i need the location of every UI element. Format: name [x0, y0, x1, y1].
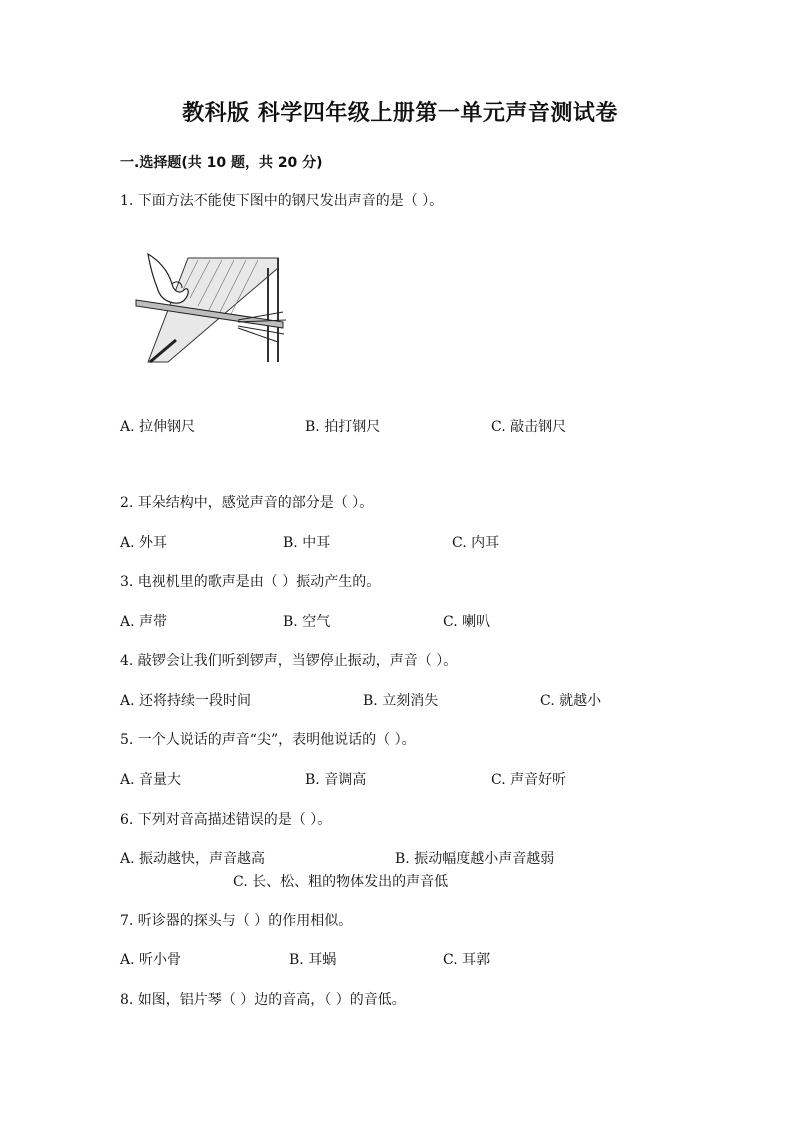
q2-option-c[interactable]: C. 内耳	[452, 535, 500, 551]
q6-option-c[interactable]: C. 长、松、粗的物体发出的声音低	[233, 874, 449, 890]
q1-option-a[interactable]: A. 拉伸钢尺	[120, 419, 196, 435]
question-7: 7. 听诊器的探头与（ ）的作用相似。	[120, 913, 353, 929]
q7-option-c[interactable]: C. 耳郭	[443, 952, 491, 968]
q7-option-a[interactable]: A. 听小骨	[120, 952, 182, 968]
page-title: 教科版 科学四年级上册第一单元声音测试卷	[182, 101, 618, 126]
q3-option-a[interactable]: A. 声带	[120, 614, 168, 630]
q7-option-b[interactable]: B. 耳蜗	[289, 952, 337, 968]
question-1: 1. 下面方法不能使下图中的钢尺发出声音的是（ ）。	[120, 193, 444, 209]
q3-option-c[interactable]: C. 喇叭	[443, 614, 491, 630]
question-4: 4. 敲锣会让我们听到锣声，当锣停止振动，声音（ ）。	[120, 653, 458, 669]
question-6: 6. 下列对音高描述错误的是（ ）。	[120, 812, 332, 828]
q1-option-b[interactable]: B. 拍打钢尺	[305, 419, 381, 435]
question-2: 2. 耳朵结构中，感觉声音的部分是（ ）。	[120, 495, 374, 511]
section-heading: 一.选择题(共 10 题，共 20 分)	[120, 155, 323, 171]
q1-option-c[interactable]: C. 敲击钢尺	[491, 419, 567, 435]
ruler-on-table-figure	[128, 250, 288, 370]
q5-option-b[interactable]: B. 音调高	[305, 772, 367, 788]
q5-option-a[interactable]: A. 音量大	[120, 772, 182, 788]
q5-option-c[interactable]: C. 声音好听	[491, 772, 567, 788]
q3-option-b[interactable]: B. 空气	[283, 614, 331, 630]
q4-option-c[interactable]: C. 就越小	[540, 693, 602, 709]
question-5: 5. 一个人说话的声音“尖”，表明他说话的（ ）。	[120, 732, 416, 748]
q6-option-a[interactable]: A. 振动越快，声音越高	[120, 851, 266, 867]
q6-option-b[interactable]: B. 振动幅度越小声音越弱	[395, 851, 555, 867]
question-8: 8. 如图，铝片琴（ ）边的音高，（ ）的音低。	[120, 992, 406, 1008]
q2-option-b[interactable]: B. 中耳	[283, 535, 331, 551]
question-3: 3. 电视机里的歌声是由（ ）振动产生的。	[120, 574, 381, 590]
q2-option-a[interactable]: A. 外耳	[120, 535, 168, 551]
q4-option-b[interactable]: B. 立刻消失	[363, 693, 439, 709]
q4-option-a[interactable]: A. 还将持续一段时间	[120, 693, 252, 709]
